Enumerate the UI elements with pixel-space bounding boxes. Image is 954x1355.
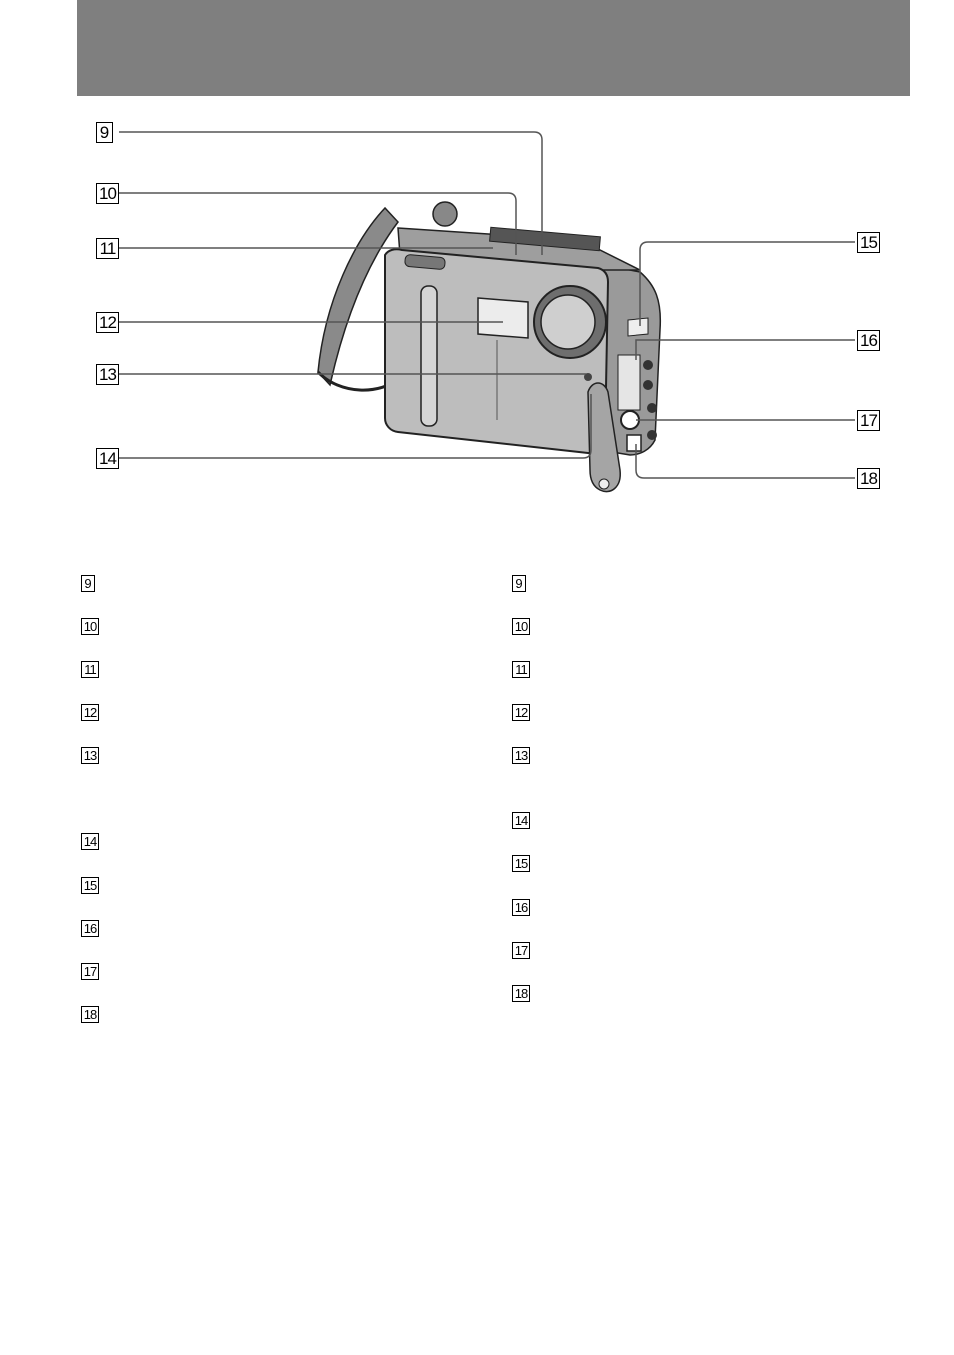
left-list-item-9: 9 — [81, 575, 95, 592]
left-list-item-15: 15 — [81, 877, 99, 894]
callout-10: 10 — [96, 183, 119, 204]
lens-inner — [541, 295, 595, 349]
jack-2 — [643, 380, 653, 390]
side-latch — [628, 318, 648, 336]
callout-13: 13 — [96, 364, 119, 385]
side-label-panel — [618, 355, 640, 410]
left-list-item-12: 12 — [81, 704, 99, 721]
right-list-item-18: 18 — [512, 985, 530, 1002]
right-list-item-14: 14 — [512, 812, 530, 829]
jack-cover-screw — [599, 479, 609, 489]
camcorder-illustration — [0, 0, 954, 540]
right-list-item-9: 9 — [512, 575, 526, 592]
jack-4 — [647, 430, 657, 440]
callout-12: 12 — [96, 312, 119, 333]
callout-11: 11 — [96, 238, 119, 259]
callout-16: 16 — [857, 330, 880, 351]
right-list-item-12: 12 — [512, 704, 530, 721]
right-list-item-11: 11 — [512, 661, 530, 678]
front-window — [478, 298, 528, 338]
jack-3 — [647, 403, 657, 413]
callout-14: 14 — [96, 448, 119, 469]
left-list-item-13: 13 — [81, 747, 99, 764]
left-list-item-14: 14 — [81, 833, 99, 850]
left-list-item-10: 10 — [81, 618, 99, 635]
dc-in-jack — [627, 435, 641, 451]
left-list-item-16: 16 — [81, 920, 99, 937]
leader-16 — [636, 340, 855, 360]
leader-15 — [640, 242, 855, 326]
front-grip-strip — [421, 286, 437, 426]
callout-18: 18 — [857, 468, 880, 489]
right-list-item-17: 17 — [512, 942, 530, 959]
jack-1 — [643, 360, 653, 370]
right-list-item-13: 13 — [512, 747, 530, 764]
right-list-item-15: 15 — [512, 855, 530, 872]
left-list-item-18: 18 — [81, 1006, 99, 1023]
top-dial — [433, 202, 457, 226]
callout-17: 17 — [857, 410, 880, 431]
leader-18 — [636, 444, 855, 478]
right-list-item-16: 16 — [512, 899, 530, 916]
callout-9: 9 — [96, 122, 113, 143]
left-list-item-11: 11 — [81, 661, 99, 678]
callout-15: 15 — [857, 232, 880, 253]
right-list-item-10: 10 — [512, 618, 530, 635]
left-list-item-17: 17 — [81, 963, 99, 980]
